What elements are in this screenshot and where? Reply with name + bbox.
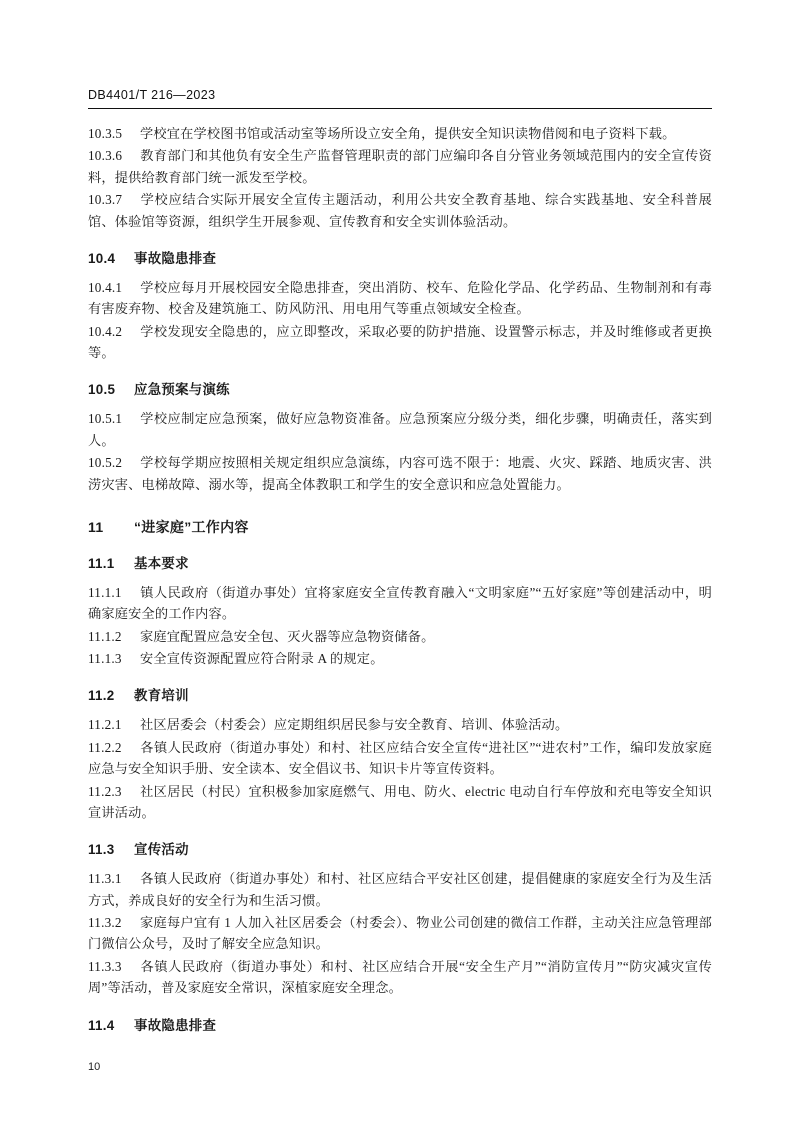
clause-number: 11.1.2	[88, 628, 122, 644]
clause-number: 11.1.3	[88, 651, 122, 666]
clause-paragraph	[88, 123, 712, 144]
section-heading-2	[88, 553, 712, 572]
clause-number: 11.3.1	[88, 871, 122, 887]
clause-text: 各镇人民政府（街道办事处）和村、社区应结合开展“安全生产月”“消防宣传月”“防灾减灾宣传周”等活动，普及家庭安全常识，深植家庭安全理念。	[88, 958, 712, 996]
clause-number: 10.5.2	[88, 455, 123, 471]
section-heading-2	[88, 1015, 712, 1034]
clause-text: 学校每学期应按照相关规定组织应急演练，内容可选不限于：地震、火灾、踩踏、地质灾害、洪涝灾害、电梯故障、溺水等，提高全体教职工和学生的安全意识和应急处置能力。	[88, 455, 712, 492]
section-heading-2	[88, 685, 712, 704]
clause-text: 事故隐患排查	[134, 1017, 217, 1033]
clause-text: 宣传活动	[134, 842, 189, 858]
clause-number: 10.5.1	[88, 411, 123, 427]
clause-text: 社区居委会（村委会）应定期组织居民参与安全教育、培训、体验活动。	[140, 717, 569, 733]
clause-paragraph	[88, 582, 712, 625]
clause-text: 各镇人民政府（街道办事处）和村、社区应结合平安社区创建，提倡健康的家庭安全行为及生活方式，养成良好的安全行为和生活习惯。	[88, 871, 712, 908]
clause-paragraph	[88, 648, 712, 669]
clause-text: 学校应结合实际开展安全宣传主题活动，利用公共安全教育基地、综合实践基地、安全科普展馆、体验馆等资源，组织学生开展参观、宣传教育和安全实训体验活动。	[88, 192, 712, 229]
clause-number: 10.4.2	[88, 323, 123, 339]
clause-text: 教育部门和其他负有安全生产监督管理职责的部门应编印各自分管业务领域范围内的安全宣传资料，提供给教育部门统一派发至学校。	[88, 148, 712, 185]
clause-text: 学校应每月开展校园安全隐患排查，突出消防、校车、危险化学品、化学药品、生物制剂和有毒有害废弃物、校舍及建筑施工、防风防汛、用电用气等重点领域安全检查。	[88, 279, 712, 317]
clause-number: 11.1	[88, 555, 115, 571]
page-header: DB4401/T 216—2023	[88, 88, 216, 102]
clause-paragraph	[88, 626, 712, 647]
clause-number: 10.3.6	[88, 148, 123, 164]
clause-number: 11.1.1	[88, 584, 122, 600]
clause-number: 10.4	[88, 250, 116, 266]
clause-text: 基本要求	[134, 555, 189, 571]
section-heading-2	[88, 839, 712, 858]
clause-number: 11.2.2	[88, 739, 122, 755]
clause-text: 事故隐患排查	[134, 250, 217, 266]
clause-text: 社区居民（村民）宜积极参加家庭燃气、用电、防火、electric 电动自行车停放和充电等安全知识宣讲活动。	[88, 783, 712, 820]
section-heading-2	[88, 379, 712, 398]
section-heading-1	[88, 517, 712, 537]
clause-text: 教育培训	[134, 688, 189, 704]
clause-paragraph	[88, 781, 712, 824]
clause-number: 11.4	[88, 1017, 115, 1033]
clause-paragraph	[88, 737, 712, 780]
clause-number: 11.3.2	[88, 915, 122, 930]
clause-paragraph	[88, 956, 712, 999]
header-rule	[88, 108, 712, 109]
clause-number: 10.3.5	[88, 126, 123, 141]
clause-text: 家庭每户宜有 1 人加入社区居委会（村委会）、物业公司创建的微信工作群，主动关注应急管理部门微信公众号，及时了解安全应急知识。	[88, 915, 712, 952]
clause-text: 学校应制定应急预案，做好应急物资准备。应急预案应分级分类，细化步骤，明确责任，落实到人。	[88, 411, 712, 448]
clause-text: 镇人民政府（街道办事处）宜将家庭安全宣传教育融入“文明家庭”“五好家庭”等创建活动中，明确家庭安全的工作内容。	[88, 584, 712, 622]
clause-paragraph	[88, 714, 712, 735]
document-body	[88, 123, 712, 1034]
clause-paragraph	[88, 452, 712, 495]
clause-text: 学校宜在学校图书馆或活动室等场所设立安全角，提供安全知识读物借阅和电子资料下载。	[140, 126, 676, 141]
clause-text: 各镇人民政府（街道办事处）和村、社区应结合安全宣传“进社区”“进农村”工作，编印发放家庭应急与安全知识手册、安全读本、安全倡议书、知识卡片等宣传资料。	[88, 739, 712, 777]
clause-paragraph	[88, 408, 712, 451]
clause-paragraph	[88, 277, 712, 320]
clause-number: 11	[88, 518, 104, 535]
clause-paragraph	[88, 145, 712, 188]
clause-paragraph	[88, 321, 712, 364]
page-content	[88, 88, 712, 1044]
clause-number: 11.3.3	[88, 958, 122, 974]
clause-number: 11.3	[88, 842, 115, 858]
clause-number: 11.2.3	[88, 783, 122, 799]
section-heading-2	[88, 248, 712, 267]
clause-text: “进家庭”工作内容	[134, 518, 249, 535]
clause-text: 学校发现安全隐患的，应立即整改，采取必要的防护措施、设置警示标志，并及时维修或者更换等。	[88, 323, 712, 360]
clause-paragraph	[88, 868, 712, 911]
page-number: 10	[88, 1061, 101, 1073]
clause-text: 应急预案与演练	[134, 382, 230, 398]
clause-number: 11.2.1	[88, 717, 122, 733]
clause-text: 安全宣传资源配置应符合附录 A 的规定。	[140, 651, 384, 666]
clause-paragraph	[88, 912, 712, 955]
clause-number: 11.2	[88, 688, 115, 704]
clause-number: 10.5	[88, 382, 116, 398]
clause-paragraph	[88, 189, 712, 232]
clause-number: 10.4.1	[88, 279, 123, 295]
clause-number: 10.3.7	[88, 192, 123, 208]
clause-text: 家庭宜配置应急安全包、灭火器等应急物资储备。	[140, 628, 435, 644]
